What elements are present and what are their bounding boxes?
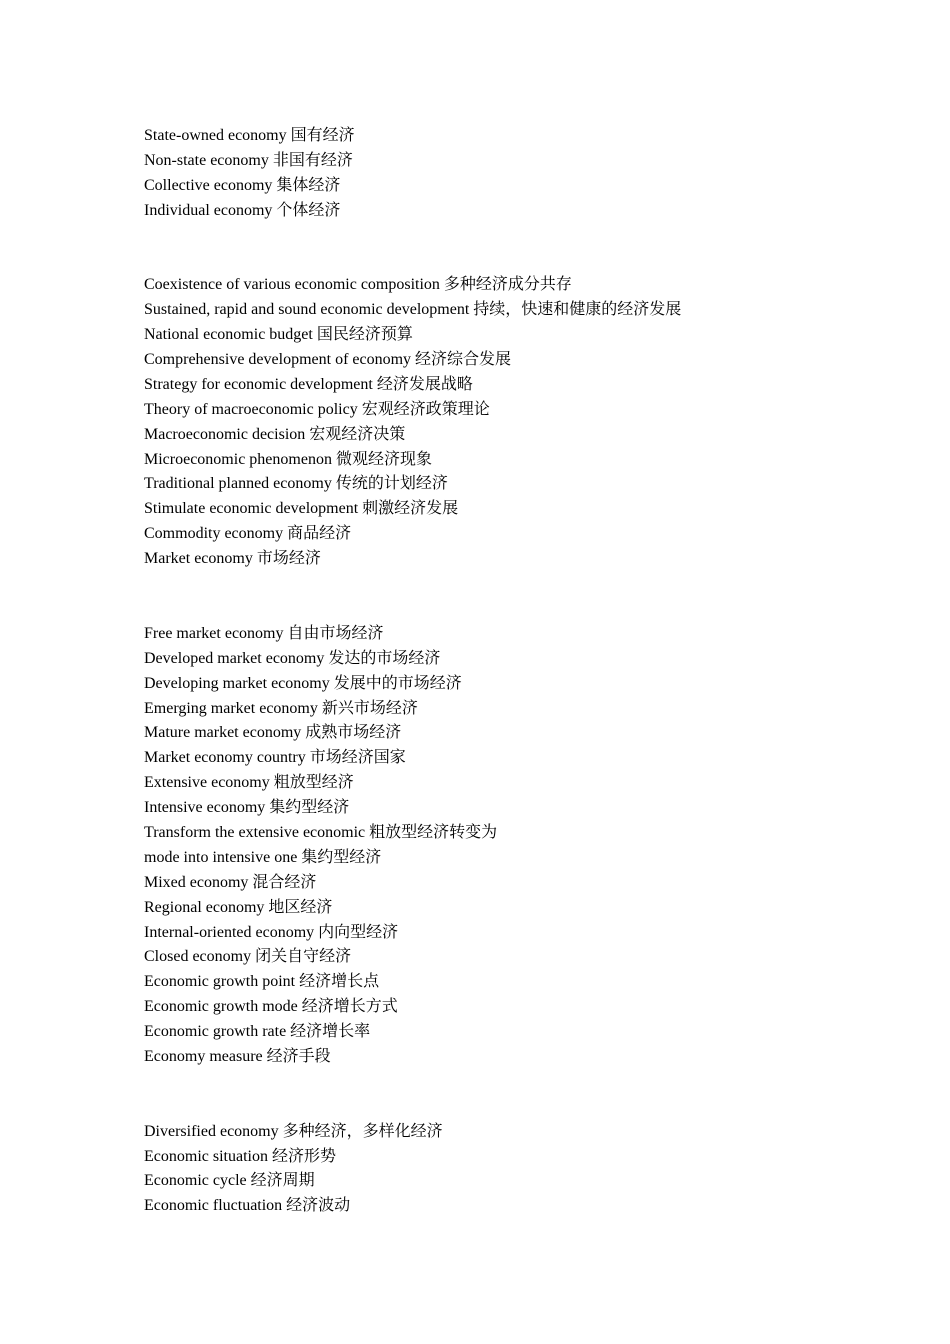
term-line: Economic cycle 经济周期 bbox=[144, 1172, 315, 1190]
term-line: Internal-oriented economy 内向型经济 bbox=[144, 923, 399, 941]
term-line: Extensive economy 粗放型经济 bbox=[144, 774, 354, 792]
term-line: Emerging market economy 新兴市场经济 bbox=[144, 699, 418, 717]
term-line: Developed market economy 发达的市场经济 bbox=[144, 649, 441, 667]
term-line: State-owned economy 国有经济 bbox=[144, 127, 355, 144]
paragraph-gap bbox=[144, 572, 844, 622]
term-line: Coexistence of various economic composition 多种经济成分共存 bbox=[144, 276, 572, 294]
term-line: Market economy country 市场经济国家 bbox=[144, 749, 406, 767]
term-line: Developing market economy 发展中的市场经济 bbox=[144, 674, 462, 692]
term-line: Traditional planned economy 传统的计划经济 bbox=[144, 475, 448, 493]
term-line: Comprehensive development of economy 经济综合发展 bbox=[144, 351, 512, 369]
term-line: Mixed economy 混合经济 bbox=[144, 873, 317, 891]
term-line: Collective economy 集体经济 bbox=[144, 176, 341, 194]
term-line: Individual economy 个体经济 bbox=[144, 201, 341, 219]
term-line: Economic growth rate 经济增长率 bbox=[144, 1023, 371, 1041]
term-line: Free market economy 自由市场经济 bbox=[144, 624, 384, 642]
term-line: mode into intensive one 集约型经济 bbox=[144, 848, 382, 866]
term-line: Stimulate economic development 刺激经济发展 bbox=[144, 500, 459, 518]
paragraph-gap bbox=[144, 1070, 844, 1120]
term-line: Macroeconomic decision 宏观经济决策 bbox=[144, 425, 406, 443]
term-line: Transform the extensive economic 粗放型经济转变为 bbox=[144, 823, 498, 841]
term-line: Closed economy 闭关自守经济 bbox=[144, 948, 352, 966]
term-line: National economic budget 国民经济预算 bbox=[144, 326, 413, 344]
term-line: Regional economy 地区经济 bbox=[144, 898, 333, 916]
term-line: Economic growth mode 经济增长方式 bbox=[144, 998, 398, 1016]
term-line: Microeconomic phenomenon 微观经济现象 bbox=[144, 450, 432, 468]
term-line: Diversified economy 多种经济，多样化经济 bbox=[144, 1122, 443, 1140]
term-line: Sustained, rapid and sound economic development 持续，快速和健康的经济发展 bbox=[144, 301, 682, 319]
term-line: Mature market economy 成熟市场经济 bbox=[144, 724, 402, 742]
term-group-ownership bbox=[144, 124, 844, 224]
term-line: Economic situation 经济形势 bbox=[144, 1147, 336, 1165]
term-line: Economic growth point 经济增长点 bbox=[144, 973, 380, 991]
paragraph-gap bbox=[144, 224, 844, 274]
term-line: Market economy 市场经济 bbox=[144, 550, 321, 568]
term-line: Strategy for economic development 经济发展战略 bbox=[144, 375, 473, 393]
term-group-market bbox=[144, 622, 844, 1070]
document-body bbox=[144, 124, 844, 1219]
term-line: Non-state economy 非国有经济 bbox=[144, 151, 353, 169]
term-line: Theory of macroeconomic policy 宏观经济政策理论 bbox=[144, 400, 490, 418]
term-line: Commodity economy 商品经济 bbox=[144, 525, 352, 543]
term-line: Economic fluctuation 经济波动 bbox=[144, 1197, 351, 1215]
term-group-situation bbox=[144, 1120, 844, 1220]
term-line: Intensive economy 集约型经济 bbox=[144, 799, 350, 817]
term-group-development bbox=[144, 273, 844, 572]
term-line: Economy measure 经济手段 bbox=[144, 1047, 331, 1065]
